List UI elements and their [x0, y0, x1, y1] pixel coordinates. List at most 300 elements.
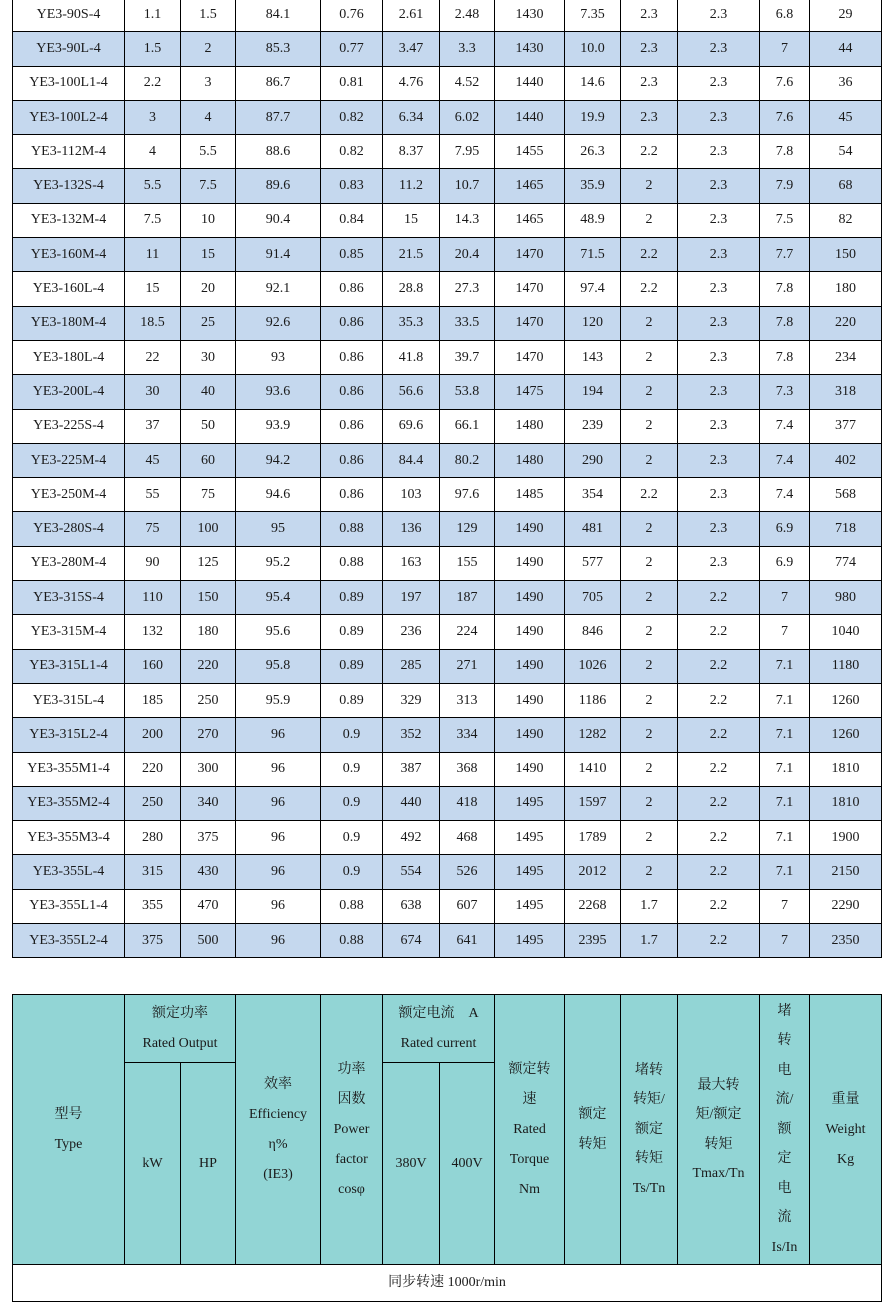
cell-model: YE3-315L2-4 — [13, 718, 125, 752]
cell-is-in: 7.1 — [760, 752, 810, 786]
cell-current-400v: 39.7 — [440, 340, 495, 374]
cell-is-in: 7.1 — [760, 649, 810, 683]
cell-efficiency: 96 — [236, 752, 321, 786]
cell-power-kw: 280 — [125, 821, 181, 855]
cell-power-factor: 0.82 — [321, 135, 383, 169]
cell-current-400v: 526 — [440, 855, 495, 889]
cell-weight: 234 — [810, 340, 882, 374]
header-weight-en: Weight — [825, 1121, 866, 1137]
cell-rated-torque: 1282 — [565, 718, 621, 752]
cell-current-400v: 155 — [440, 546, 495, 580]
cell-model: YE3-315L1-4 — [13, 649, 125, 683]
cell-power-factor: 0.81 — [321, 66, 383, 100]
cell-weight: 2150 — [810, 855, 882, 889]
cell-weight: 377 — [810, 409, 882, 443]
cell-current-400v: 468 — [440, 821, 495, 855]
cell-rated-speed: 1440 — [495, 100, 565, 134]
cell-rated-speed: 1470 — [495, 306, 565, 340]
cell-model: YE3-355M2-4 — [13, 786, 125, 820]
cell-tmax-tn: 2.3 — [678, 66, 760, 100]
cell-current-400v: 10.7 — [440, 169, 495, 203]
cell-ts-tn: 1.7 — [621, 924, 678, 958]
cell-rated-torque: 2395 — [565, 924, 621, 958]
cell-rated-torque: 14.6 — [565, 66, 621, 100]
cell-efficiency: 94.6 — [236, 478, 321, 512]
cell-rated-torque: 1410 — [565, 752, 621, 786]
cell-rated-speed: 1475 — [495, 375, 565, 409]
cell-rated-speed: 1440 — [495, 66, 565, 100]
cell-power-hp: 125 — [181, 546, 236, 580]
cell-ts-tn: 2 — [621, 718, 678, 752]
cell-model: YE3-280S-4 — [13, 512, 125, 546]
cell-efficiency: 88.6 — [236, 135, 321, 169]
cell-weight: 36 — [810, 66, 882, 100]
cell-ts-tn: 2 — [621, 169, 678, 203]
cell-rated-speed: 1490 — [495, 718, 565, 752]
header-380v: 380V — [383, 1063, 440, 1265]
header-kw: kW — [125, 1063, 181, 1265]
cell-weight: 29 — [810, 0, 882, 32]
cell-weight: 82 — [810, 203, 882, 237]
cell-efficiency: 95.2 — [236, 546, 321, 580]
header-rated-output-cn: 额定功率 — [152, 1005, 208, 1021]
cell-current-380v: 352 — [383, 718, 440, 752]
cell-weight: 220 — [810, 306, 882, 340]
cell-power-factor: 0.89 — [321, 581, 383, 615]
cell-power-kw: 250 — [125, 786, 181, 820]
cell-weight: 568 — [810, 478, 882, 512]
cell-current-380v: 84.4 — [383, 443, 440, 477]
cell-power-kw: 75 — [125, 512, 181, 546]
cell-power-kw: 185 — [125, 683, 181, 717]
table-row — [13, 649, 882, 683]
cell-power-factor: 0.88 — [321, 924, 383, 958]
cell-is-in: 7 — [760, 889, 810, 923]
cell-rated-torque: 2268 — [565, 889, 621, 923]
cell-tmax-tn: 2.3 — [678, 375, 760, 409]
cell-rated-speed: 1490 — [495, 683, 565, 717]
header-type-en: Type — [54, 1136, 83, 1152]
cell-rated-torque: 1026 — [565, 649, 621, 683]
cell-rated-speed: 1470 — [495, 238, 565, 272]
cell-efficiency: 96 — [236, 855, 321, 889]
cell-power-kw: 15 — [125, 272, 181, 306]
cell-power-hp: 4 — [181, 100, 236, 134]
header-ts-line: 转矩 — [635, 1151, 664, 1167]
cell-model: YE3-225M-4 — [13, 443, 125, 477]
cell-tmax-tn: 2.2 — [678, 581, 760, 615]
cell-power-kw: 1.1 — [125, 0, 181, 32]
cell-current-380v: 638 — [383, 889, 440, 923]
cell-power-factor: 0.86 — [321, 443, 383, 477]
cell-rated-torque: 481 — [565, 512, 621, 546]
cell-tmax-tn: 2.3 — [678, 340, 760, 374]
cell-weight: 150 — [810, 238, 882, 272]
header-ts-line: Ts/Tn — [632, 1180, 666, 1196]
cell-current-380v: 554 — [383, 855, 440, 889]
cell-tmax-tn: 2.3 — [678, 0, 760, 32]
cell-ts-tn: 2 — [621, 581, 678, 615]
cell-model: YE3-355L1-4 — [13, 889, 125, 923]
cell-power-factor: 0.82 — [321, 100, 383, 134]
cell-power-kw: 1.5 — [125, 32, 181, 66]
cell-rated-torque: 97.4 — [565, 272, 621, 306]
cell-is-in: 7.6 — [760, 66, 810, 100]
cell-efficiency: 93.9 — [236, 409, 321, 443]
cell-rated-speed: 1495 — [495, 924, 565, 958]
header-rated-output-en: Rated Output — [142, 1035, 218, 1051]
cell-rated-speed: 1470 — [495, 272, 565, 306]
header-type-cn: 型号 — [54, 1106, 83, 1122]
header-weight-unit: Kg — [836, 1151, 855, 1167]
cell-rated-torque: 1186 — [565, 683, 621, 717]
cell-current-400v: 313 — [440, 683, 495, 717]
cell-power-factor: 0.83 — [321, 169, 383, 203]
cell-rated-torque: 846 — [565, 615, 621, 649]
table-row — [13, 375, 882, 409]
header-tmax-line: 矩/额定 — [695, 1107, 742, 1122]
cell-power-kw: 200 — [125, 718, 181, 752]
header-efficiency-cn: 效率 — [264, 1076, 293, 1092]
header-pf-en1: Power — [333, 1121, 370, 1137]
header-current-cn: 额定电流 A — [398, 1005, 479, 1021]
cell-weight: 1900 — [810, 821, 882, 855]
cell-current-400v: 3.3 — [440, 32, 495, 66]
header-speed-en2: Torque — [509, 1151, 550, 1167]
cell-model: YE3-315S-4 — [13, 581, 125, 615]
cell-power-hp: 375 — [181, 821, 236, 855]
cell-efficiency: 95.4 — [236, 581, 321, 615]
cell-power-hp: 7.5 — [181, 169, 236, 203]
cell-power-kw: 110 — [125, 581, 181, 615]
header-rated-torque — [565, 995, 621, 1265]
cell-ts-tn: 2 — [621, 786, 678, 820]
cell-rated-torque: 1789 — [565, 821, 621, 855]
cell-power-hp: 3 — [181, 66, 236, 100]
cell-ts-tn: 2 — [621, 375, 678, 409]
cell-model: YE3-160L-4 — [13, 272, 125, 306]
cell-weight: 44 — [810, 32, 882, 66]
header-is-line: 堵 — [777, 1003, 792, 1019]
cell-rated-torque: 239 — [565, 409, 621, 443]
header-ts-line: 额定 — [635, 1121, 664, 1137]
cell-power-hp: 50 — [181, 409, 236, 443]
cell-weight: 1260 — [810, 718, 882, 752]
cell-current-380v: 103 — [383, 478, 440, 512]
header-is-line: 电 — [777, 1180, 792, 1196]
cell-is-in: 7.1 — [760, 821, 810, 855]
cell-rated-torque: 354 — [565, 478, 621, 512]
cell-weight: 1810 — [810, 786, 882, 820]
cell-weight: 180 — [810, 272, 882, 306]
header-pf-symbol: cosφ — [338, 1181, 365, 1197]
cell-current-400v: 27.3 — [440, 272, 495, 306]
cell-ts-tn: 2 — [621, 649, 678, 683]
header-tmax-line: Tmax/Tn — [692, 1166, 745, 1181]
cell-power-factor: 0.9 — [321, 821, 383, 855]
cell-tmax-tn: 2.2 — [678, 924, 760, 958]
cell-rated-torque: 705 — [565, 581, 621, 615]
cell-is-in: 7.9 — [760, 169, 810, 203]
table-row — [13, 581, 882, 615]
header-pf-en2: factor — [335, 1151, 368, 1167]
cell-tmax-tn: 2.2 — [678, 649, 760, 683]
cell-power-hp: 20 — [181, 272, 236, 306]
cell-power-hp: 75 — [181, 478, 236, 512]
cell-current-380v: 492 — [383, 821, 440, 855]
cell-is-in: 6.8 — [760, 0, 810, 32]
cell-efficiency: 87.7 — [236, 100, 321, 134]
cell-power-factor: 0.86 — [321, 375, 383, 409]
cell-model: YE3-225S-4 — [13, 409, 125, 443]
cell-power-factor: 0.86 — [321, 340, 383, 374]
cell-efficiency: 95.9 — [236, 683, 321, 717]
table-row — [13, 135, 882, 169]
cell-is-in: 7 — [760, 615, 810, 649]
cell-model: YE3-180L-4 — [13, 340, 125, 374]
cell-rated-speed: 1490 — [495, 512, 565, 546]
header-weight-cn: 重量 — [831, 1091, 860, 1107]
cell-current-400v: 271 — [440, 649, 495, 683]
motor-data-table — [12, 0, 882, 958]
cell-power-hp: 270 — [181, 718, 236, 752]
cell-is-in: 7.4 — [760, 478, 810, 512]
cell-power-kw: 4 — [125, 135, 181, 169]
cell-weight: 1260 — [810, 683, 882, 717]
cell-power-kw: 18.5 — [125, 306, 181, 340]
cell-power-kw: 7.5 — [125, 203, 181, 237]
cell-rated-speed: 1490 — [495, 649, 565, 683]
cell-power-hp: 340 — [181, 786, 236, 820]
cell-is-in: 7.3 — [760, 375, 810, 409]
header-efficiency-unit: η% — [268, 1136, 288, 1152]
header-pf-cn1: 功率 — [337, 1061, 366, 1077]
cell-ts-tn: 2.3 — [621, 32, 678, 66]
cell-is-in: 7.1 — [760, 786, 810, 820]
cell-power-kw: 11 — [125, 238, 181, 272]
cell-current-400v: 20.4 — [440, 238, 495, 272]
cell-tmax-tn: 2.2 — [678, 855, 760, 889]
cell-is-in: 7.4 — [760, 409, 810, 443]
cell-rated-torque: 35.9 — [565, 169, 621, 203]
cell-rated-speed: 1470 — [495, 340, 565, 374]
cell-power-kw: 2.2 — [125, 66, 181, 100]
cell-rated-speed: 1495 — [495, 855, 565, 889]
cell-model: YE3-100L1-4 — [13, 66, 125, 100]
cell-power-kw: 5.5 — [125, 169, 181, 203]
cell-power-factor: 0.88 — [321, 546, 383, 580]
cell-rated-speed: 1455 — [495, 135, 565, 169]
cell-ts-tn: 2.3 — [621, 100, 678, 134]
cell-power-kw: 45 — [125, 443, 181, 477]
cell-efficiency: 86.7 — [236, 66, 321, 100]
header-tmax-line: 转矩 — [704, 1136, 733, 1152]
cell-power-factor: 0.86 — [321, 409, 383, 443]
cell-efficiency: 93 — [236, 340, 321, 374]
cell-model: YE3-112M-4 — [13, 135, 125, 169]
cell-weight: 54 — [810, 135, 882, 169]
header-efficiency-class: (IE3) — [263, 1166, 293, 1182]
cell-is-in: 7.6 — [760, 100, 810, 134]
cell-is-in: 7.1 — [760, 718, 810, 752]
cell-current-380v: 28.8 — [383, 272, 440, 306]
cell-ts-tn: 2 — [621, 752, 678, 786]
cell-rated-speed: 1490 — [495, 581, 565, 615]
cell-current-400v: 607 — [440, 889, 495, 923]
cell-current-380v: 35.3 — [383, 306, 440, 340]
cell-power-hp: 25 — [181, 306, 236, 340]
cell-current-400v: 14.3 — [440, 203, 495, 237]
cell-ts-tn: 2.2 — [621, 238, 678, 272]
table-row — [13, 546, 882, 580]
cell-rated-speed: 1485 — [495, 478, 565, 512]
cell-power-kw: 220 — [125, 752, 181, 786]
header-is-line: 转 — [777, 1033, 792, 1049]
cell-current-380v: 3.47 — [383, 32, 440, 66]
cell-power-hp: 10 — [181, 203, 236, 237]
table-row — [13, 238, 882, 272]
cell-power-factor: 0.9 — [321, 855, 383, 889]
cell-power-factor: 0.86 — [321, 478, 383, 512]
cell-rated-speed: 1480 — [495, 443, 565, 477]
cell-ts-tn: 2.2 — [621, 272, 678, 306]
cell-model: YE3-90L-4 — [13, 32, 125, 66]
cell-ts-tn: 2 — [621, 546, 678, 580]
cell-current-380v: 163 — [383, 546, 440, 580]
cell-current-380v: 285 — [383, 649, 440, 683]
cell-power-factor: 0.88 — [321, 889, 383, 923]
cell-tmax-tn: 2.3 — [678, 238, 760, 272]
table-row — [13, 889, 882, 923]
cell-ts-tn: 2.2 — [621, 478, 678, 512]
cell-efficiency: 96 — [236, 718, 321, 752]
cell-current-380v: 674 — [383, 924, 440, 958]
cell-tmax-tn: 2.2 — [678, 718, 760, 752]
header-rated-speed — [495, 995, 565, 1265]
cell-efficiency: 92.1 — [236, 272, 321, 306]
cell-rated-speed: 1490 — [495, 615, 565, 649]
table-row — [13, 272, 882, 306]
cell-is-in: 6.9 — [760, 512, 810, 546]
cell-tmax-tn: 2.2 — [678, 889, 760, 923]
header-tmax-line: 最大转 — [697, 1077, 740, 1093]
cell-model: YE3-355L-4 — [13, 855, 125, 889]
cell-power-factor: 0.88 — [321, 512, 383, 546]
cell-rated-torque: 194 — [565, 375, 621, 409]
cell-ts-tn: 2 — [621, 821, 678, 855]
cell-power-kw: 90 — [125, 546, 181, 580]
cell-tmax-tn: 2.2 — [678, 615, 760, 649]
cell-rated-speed: 1465 — [495, 203, 565, 237]
cell-rated-speed: 1495 — [495, 821, 565, 855]
table-row — [13, 203, 882, 237]
cell-rated-torque: 143 — [565, 340, 621, 374]
cell-model: YE3-180M-4 — [13, 306, 125, 340]
cell-current-400v: 224 — [440, 615, 495, 649]
cell-ts-tn: 2 — [621, 443, 678, 477]
cell-efficiency: 94.2 — [236, 443, 321, 477]
table-header — [12, 994, 882, 1302]
cell-current-400v: 418 — [440, 786, 495, 820]
cell-current-400v: 2.48 — [440, 0, 495, 32]
cell-efficiency: 96 — [236, 786, 321, 820]
cell-current-380v: 440 — [383, 786, 440, 820]
table-row — [13, 478, 882, 512]
header-rated-current — [383, 995, 495, 1063]
cell-current-400v: 66.1 — [440, 409, 495, 443]
cell-power-factor: 0.76 — [321, 0, 383, 32]
cell-tmax-tn: 2.3 — [678, 203, 760, 237]
cell-current-400v: 334 — [440, 718, 495, 752]
cell-efficiency: 96 — [236, 924, 321, 958]
cell-rated-speed: 1480 — [495, 409, 565, 443]
cell-rated-torque: 7.35 — [565, 0, 621, 32]
cell-model: YE3-100L2-4 — [13, 100, 125, 134]
cell-current-380v: 56.6 — [383, 375, 440, 409]
cell-current-400v: 7.95 — [440, 135, 495, 169]
cell-tmax-tn: 2.2 — [678, 683, 760, 717]
cell-power-kw: 22 — [125, 340, 181, 374]
cell-current-380v: 136 — [383, 512, 440, 546]
cell-power-kw: 375 — [125, 924, 181, 958]
cell-weight: 980 — [810, 581, 882, 615]
cell-tmax-tn: 2.3 — [678, 546, 760, 580]
cell-current-380v: 69.6 — [383, 409, 440, 443]
cell-current-380v: 4.76 — [383, 66, 440, 100]
cell-power-hp: 300 — [181, 752, 236, 786]
cell-weight: 1810 — [810, 752, 882, 786]
cell-model: YE3-200L-4 — [13, 375, 125, 409]
cell-is-in: 7.8 — [760, 272, 810, 306]
cell-tmax-tn: 2.3 — [678, 272, 760, 306]
header-power-factor — [321, 995, 383, 1265]
cell-current-400v: 53.8 — [440, 375, 495, 409]
cell-rated-speed: 1430 — [495, 32, 565, 66]
header-torque-cn1: 额定 — [578, 1106, 607, 1122]
cell-current-400v: 129 — [440, 512, 495, 546]
cell-power-hp: 60 — [181, 443, 236, 477]
cell-current-380v: 329 — [383, 683, 440, 717]
cell-power-factor: 0.86 — [321, 272, 383, 306]
cell-model: YE3-355M1-4 — [13, 752, 125, 786]
cell-power-factor: 0.77 — [321, 32, 383, 66]
cell-is-in: 7.1 — [760, 855, 810, 889]
header-is-line: 流 — [777, 1210, 792, 1226]
cell-efficiency: 96 — [236, 889, 321, 923]
cell-efficiency: 96 — [236, 821, 321, 855]
cell-current-400v: 4.52 — [440, 66, 495, 100]
cell-power-factor: 0.89 — [321, 683, 383, 717]
cell-power-kw: 132 — [125, 615, 181, 649]
header-speed-unit: Nm — [519, 1181, 541, 1197]
cell-power-hp: 2 — [181, 32, 236, 66]
cell-is-in: 7.8 — [760, 340, 810, 374]
cell-power-hp: 1.5 — [181, 0, 236, 32]
cell-current-380v: 387 — [383, 752, 440, 786]
cell-tmax-tn: 2.2 — [678, 752, 760, 786]
cell-power-kw: 37 — [125, 409, 181, 443]
cell-rated-torque: 577 — [565, 546, 621, 580]
cell-ts-tn: 2 — [621, 340, 678, 374]
cell-power-hp: 500 — [181, 924, 236, 958]
cell-rated-speed: 1490 — [495, 752, 565, 786]
header-ts-line: 转矩/ — [633, 1092, 665, 1108]
cell-current-380v: 236 — [383, 615, 440, 649]
table-row — [13, 0, 882, 32]
cell-current-380v: 21.5 — [383, 238, 440, 272]
cell-power-hp: 15 — [181, 238, 236, 272]
cell-power-hp: 150 — [181, 581, 236, 615]
